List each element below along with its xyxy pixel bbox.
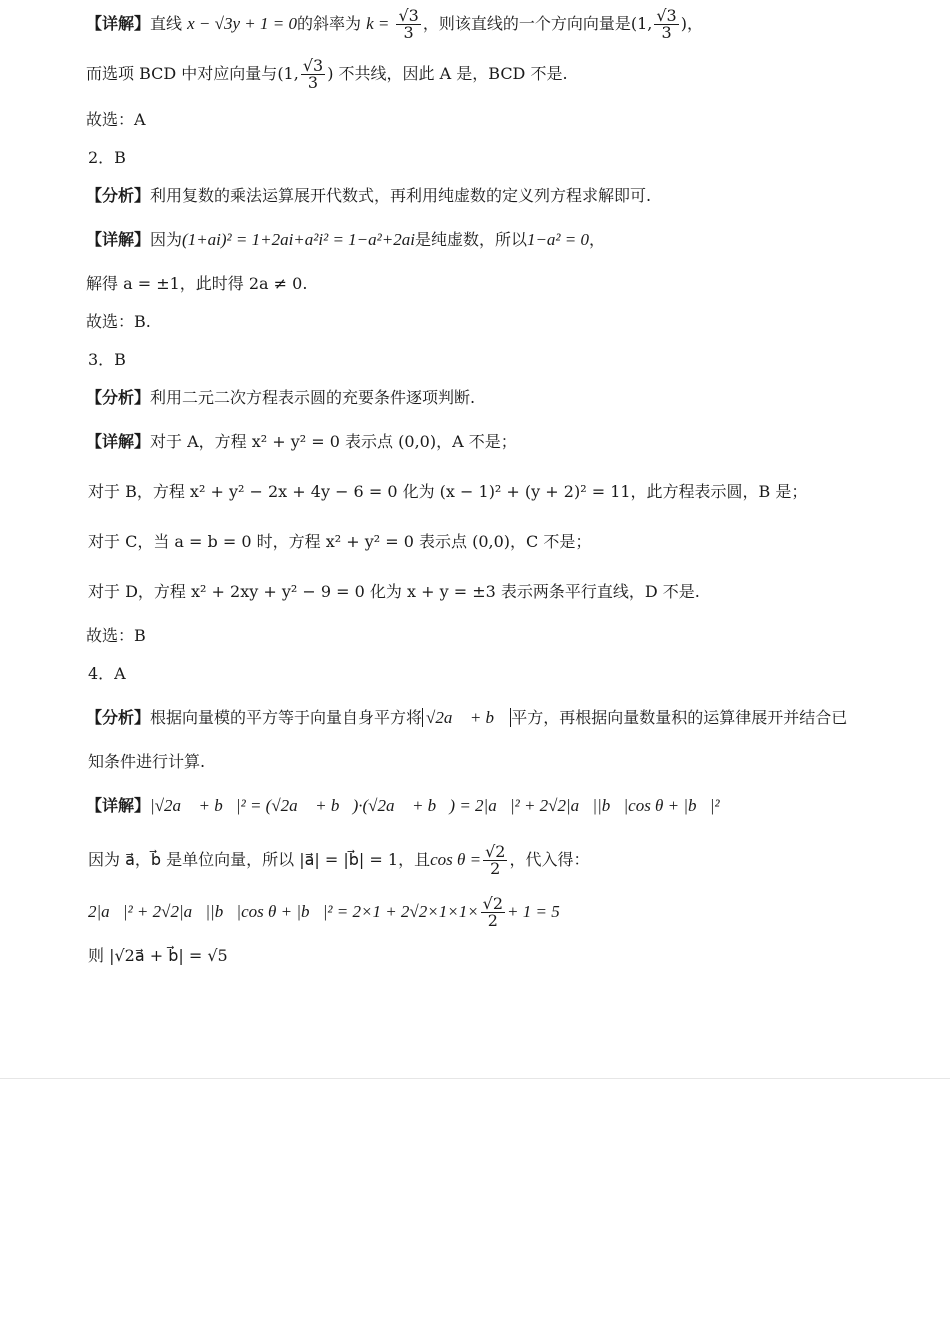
q1-vector-close: )， xyxy=(680,14,703,33)
q4-calc-b: + 1 = 5 xyxy=(507,902,560,921)
q4-cond-b: ，代入得： xyxy=(509,850,590,869)
q3-a-line: 对于 A，方程 x² + y² = 0 表示点 (0,0)，A 不是； xyxy=(150,432,517,451)
q4-analysis-a: 根据向量模的平方等于向量自身平方将 xyxy=(150,708,423,727)
q2-answer: 故选：B. xyxy=(86,312,151,331)
q4-cond-cos: cos θ = xyxy=(430,850,482,869)
q4-detail-equation: |√2a⃗ + b⃗|² = (√2a⃗ + b⃗)·(√2a⃗ + b⃗) = 2|a⃗|² + 2√2|a⃗||b⃗|cos θ + |b⃗|² xyxy=(150,796,720,815)
q3-d-line: 对于 D，方程 x² + 2xy + y² − 9 = 0 化为 x + y = ±3 表示两条平行直线，D 不是. xyxy=(88,582,700,601)
q3-b-line: 对于 B，方程 x² + y² − 2x + 4y − 6 = 0 化为 (x − 1)² + (y + 2)² = 11，此方程表示圆，B 是； xyxy=(88,482,808,501)
q1-text-b: 的斜率为 xyxy=(296,14,361,33)
q2-detail-b: 是纯虚数，所以 xyxy=(414,230,527,249)
q1-line2-fraction: $\frac{√3}{3}$ xyxy=(302,56,324,92)
q3-answer: 故选：B xyxy=(86,626,146,645)
q4-calc-fraction: $\frac{√2}{2}$ xyxy=(482,894,504,930)
q2-detail-a: 因为 xyxy=(150,230,183,249)
q1-line2-vec-open: (1, xyxy=(277,64,299,83)
q1-slope-label: k = xyxy=(366,14,390,33)
q1-line2-a: 而选项 BCD 中对应向量与 xyxy=(86,64,278,83)
q4-result: 则 |√2a⃗ + b⃗| = √5 xyxy=(88,946,228,965)
q3-detail xyxy=(86,432,517,452)
detail-tag: 【详解】 xyxy=(86,230,151,249)
q1-vector-fraction: $\frac{√3}{3}$ xyxy=(656,6,677,42)
q1-text-c: ，则该直线的一个方向向量是 xyxy=(422,14,631,33)
q4-detail xyxy=(86,796,720,816)
q4-analysis-c: 知条件进行计算. xyxy=(88,752,206,771)
blank-area xyxy=(0,1079,950,1344)
detail-tag: 【详解】 xyxy=(86,432,151,451)
q1-slope-fraction: $\frac{√3}{3}$ xyxy=(398,6,419,42)
q1-answer: 故选：A xyxy=(86,110,146,129)
q3-analysis-text: 利用二元二次方程表示圆的充要条件逐项判断. xyxy=(150,388,476,407)
q2-analysis xyxy=(86,186,651,206)
q4-calculation xyxy=(88,896,560,929)
q2-heading: 2．B xyxy=(88,148,126,167)
q1-line2-b: 不共线，因此 A 是，BCD 不是. xyxy=(338,64,568,83)
detail-tag: 【详解】 xyxy=(86,796,151,815)
q1-text-a: 直线 xyxy=(150,14,183,33)
q1-detail-line xyxy=(86,8,703,41)
detail-tag: 【详解】 xyxy=(86,14,151,33)
q4-heading: 4．A xyxy=(88,664,126,683)
q4-analysis-expr: √2a⃗ + b⃗ xyxy=(422,708,511,727)
analysis-tag: 【分析】 xyxy=(86,708,151,727)
q2-detail-equation-2: 1−a² = 0 xyxy=(526,230,589,249)
q4-cond-fraction: $\frac{√2}{2}$ xyxy=(485,842,506,878)
q2-detail xyxy=(86,230,605,250)
analysis-tag: 【分析】 xyxy=(86,388,151,407)
q4-condition xyxy=(88,844,589,877)
q3-analysis xyxy=(86,388,475,408)
q4-analysis xyxy=(86,708,847,728)
q3-heading: 3．B xyxy=(88,350,126,369)
q3-c-line: 对于 C，当 a = b = 0 时，方程 x² + y² = 0 表示点 (0,0)，C 不是； xyxy=(88,532,592,551)
analysis-tag: 【分析】 xyxy=(86,186,151,205)
q4-calc-a: 2|a⃗|² + 2√2|a⃗||b⃗|cos θ + |b⃗|² = 2×1 + 2√2×1×1× xyxy=(88,902,479,921)
q1-line-2: 而选项 BCD 中对应向量与(1, $\frac{√3}{3}$ ) 不共线，因此 A 是，BCD 不是. xyxy=(86,56,568,92)
q1-vector-open: (1, xyxy=(630,14,653,33)
q2-detail-equation: (1+ai)² = 1+2ai+a²i² = 1−a²+2ai xyxy=(182,230,415,249)
q2-solve: 解得 a = ±1，此时得 2a ≠ 0. xyxy=(86,274,308,293)
q2-detail-c: ， xyxy=(589,230,606,249)
q1-line-equation: x − √3y + 1 = 0 xyxy=(187,14,297,33)
q4-cond-a: 因为 a⃗，b⃗ 是单位向量，所以 |a⃗| = |b⃗| = 1，且 xyxy=(88,850,431,869)
q2-analysis-text: 利用复数的乘法运算展开代数式，再利用纯虚数的定义列方程求解即可. xyxy=(150,186,652,205)
q4-analysis-b: 平方，再根据向量数量积的运算律展开并结合已 xyxy=(511,708,848,727)
